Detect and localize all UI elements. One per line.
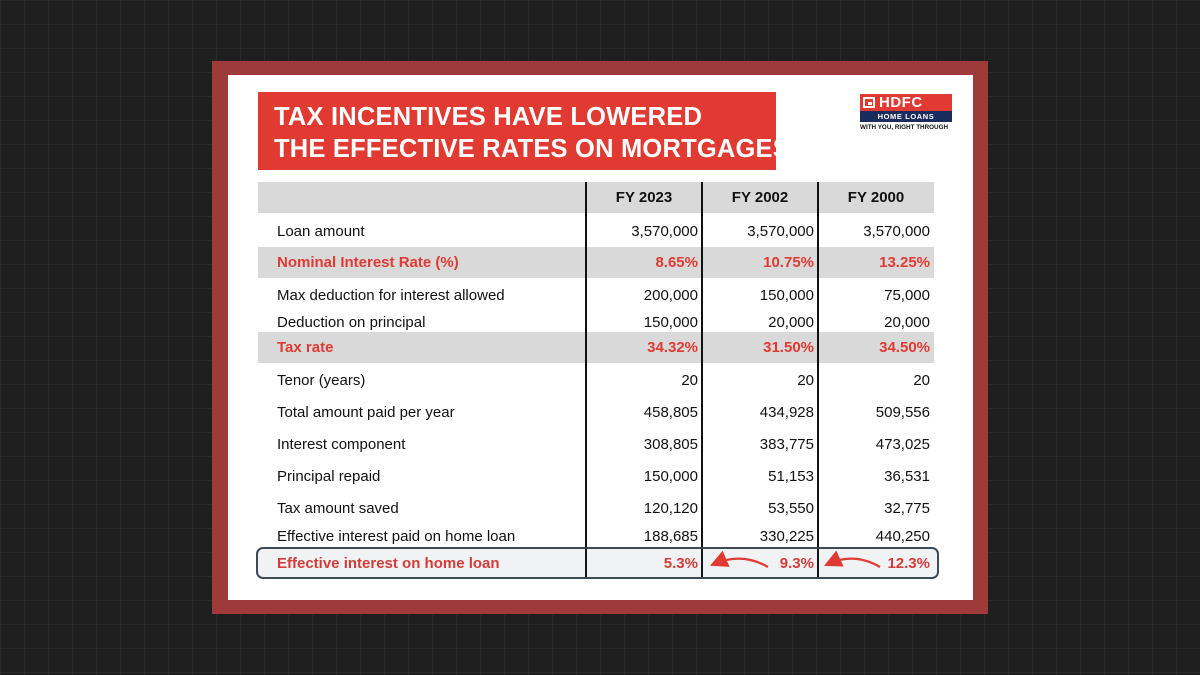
cell-value: 20,000	[884, 313, 930, 331]
table-row	[258, 282, 934, 308]
cell-value: 36,531	[884, 467, 930, 485]
table-row	[258, 399, 934, 425]
logo-tagline: WITH YOU, RIGHT THROUGH	[860, 124, 949, 131]
column-header: FY 2023	[615, 189, 673, 206]
logo-name: HDFC	[879, 94, 923, 111]
cell-value: 150,000	[759, 286, 814, 304]
cell-value: 458,805	[643, 403, 698, 421]
row-label: Max deduction for interest allowed	[277, 286, 505, 304]
cell-value: 75,000	[884, 286, 930, 304]
cell-value: 120,120	[643, 499, 698, 517]
table-row	[258, 218, 934, 244]
cell-value: 434,928	[759, 403, 814, 421]
cell-value: 34.50%	[879, 339, 930, 356]
cell-value: 473,025	[875, 435, 930, 453]
hdfc-mark-icon	[863, 97, 875, 108]
cell-value: 330,225	[759, 527, 814, 545]
row-label: Nominal Interest Rate (%)	[277, 254, 459, 271]
cell-value: 13.25%	[879, 254, 930, 271]
column-header: FY 2000	[847, 189, 905, 206]
cell-value: 20	[681, 371, 698, 389]
table-row	[258, 247, 934, 278]
cell-value: 31.50%	[763, 339, 814, 356]
cell-value: 3,570,000	[747, 222, 814, 240]
cell-value: 20	[797, 371, 814, 389]
row-label: Effective interest paid on home loan	[277, 527, 516, 545]
cell-value: 9.3%	[779, 554, 814, 572]
row-label: Total amount paid per year	[277, 403, 455, 421]
cell-value: 51,153	[768, 467, 814, 485]
cell-value: 509,556	[875, 403, 930, 421]
cell-value: 20	[913, 371, 930, 389]
title-line-2: THE EFFECTIVE RATES ON MORTGAGES	[274, 135, 790, 163]
cell-value: 34.32%	[647, 339, 698, 356]
table-row	[258, 495, 934, 521]
cell-value: 20,000	[768, 313, 814, 331]
cell-value: 53,550	[768, 499, 814, 517]
row-label: Tenor (years)	[277, 371, 366, 389]
column-divider	[817, 182, 819, 579]
row-label: Tax amount saved	[277, 499, 399, 517]
cell-value: 440,250	[875, 527, 930, 545]
table-row	[258, 367, 934, 393]
cell-value: 32,775	[884, 499, 930, 517]
table-header	[258, 182, 934, 213]
title-line-1: TAX INCENTIVES HAVE LOWERED	[274, 103, 703, 131]
column-divider	[585, 182, 587, 579]
cell-value: 3,570,000	[631, 222, 698, 240]
row-label: Deduction on principal	[277, 313, 426, 331]
cell-value: 200,000	[643, 286, 698, 304]
row-label: Loan amount	[277, 222, 365, 240]
cell-value: 8.65%	[655, 254, 698, 271]
effective-interest-highlight	[256, 547, 939, 579]
table-row	[258, 523, 934, 549]
table-row	[258, 332, 934, 363]
cell-value: 150,000	[643, 467, 698, 485]
row-label: Tax rate	[277, 339, 334, 356]
column-header: FY 2002	[731, 189, 789, 206]
cell-value: 383,775	[759, 435, 814, 453]
row-label: Principal repaid	[277, 467, 381, 485]
column-divider	[701, 182, 703, 579]
cell-value: 150,000	[643, 313, 698, 331]
cell-value: 5.3%	[663, 554, 698, 572]
table-row	[258, 431, 934, 457]
cell-value: 188,685	[643, 527, 698, 545]
cell-value: 12.3%	[887, 554, 930, 572]
row-label: Effective interest on home loan	[277, 554, 500, 572]
logo-subtitle: HOME LOANS	[860, 111, 952, 122]
cell-value: 3,570,000	[863, 222, 930, 240]
hdfc-logo	[860, 94, 952, 138]
cell-value: 10.75%	[763, 254, 814, 271]
cell-value: 308,805	[643, 435, 698, 453]
row-label: Interest component	[277, 435, 406, 453]
table-row	[258, 463, 934, 489]
title-banner	[258, 92, 790, 170]
